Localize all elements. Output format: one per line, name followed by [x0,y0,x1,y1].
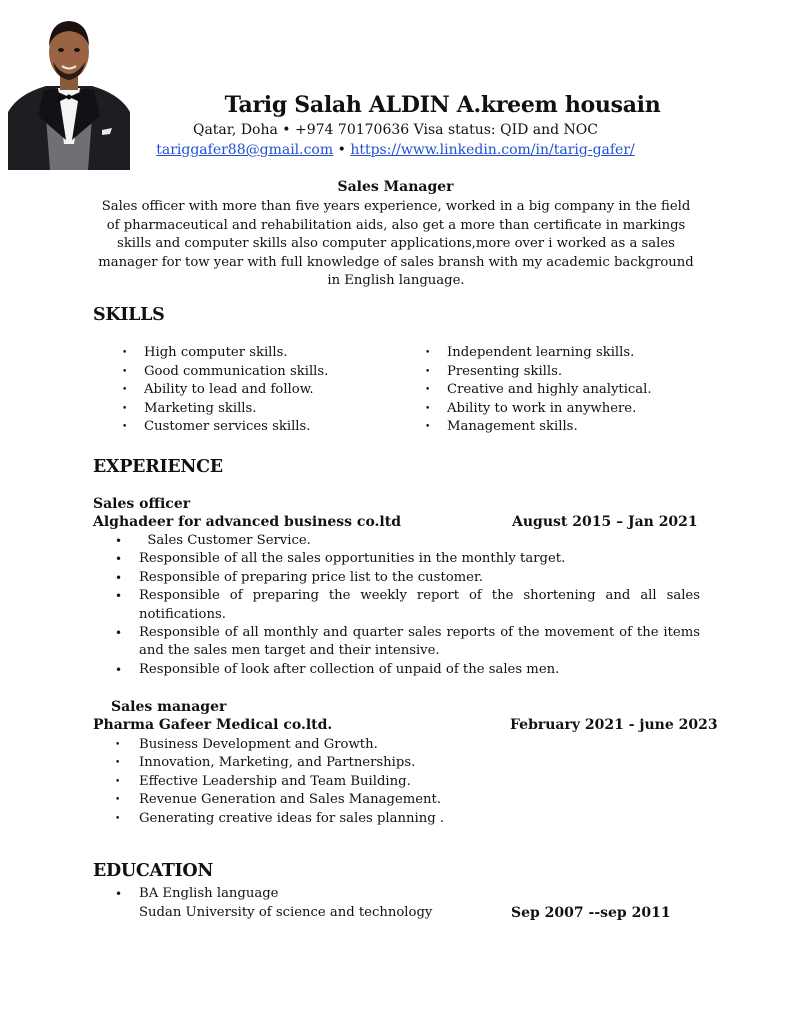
skill-item: • Ability to lead and follow. [122,381,412,400]
links-separator: • [333,142,351,158]
skill-item: • Good communication skills. [122,363,412,382]
skills-heading: SKILLS [93,305,165,325]
education-dates: Sep 2007 --sep 2011 [511,905,671,921]
education-list [115,885,675,903]
candidate-name [0,92,791,118]
skills-right-list [425,344,725,437]
job-bullet: • Responsible of preparing the weekly report of the shortening and all sales notifications. [115,587,700,624]
education-heading: EDUCATION [93,861,214,881]
summary-title: Sales Manager [337,179,454,195]
job-bullet: • Responsible of preparing price list to the customer. [115,569,700,587]
summary-text: Sales officer with more than five years experience, worked in a big company in the field of pharmaceutical and rehabilitation aids, also get a more than certificate in markings skills and computer skills also computer applications,more over i worked as a sales manager for tow year with full knowledge of sales bransh with my academic background in English language. [98,199,694,288]
email-link[interactable]: tariggafer88@gmail.com [156,142,334,158]
job-bullet: • Responsible of all the sales opportunities in the monthly target. [115,550,700,568]
education-school: Sudan University of science and technology [139,905,433,920]
candidate-name-text: Tarig Salah ALDIN A.kreem housain [224,92,661,118]
job-bullet: • Business Development and Growth. [115,736,655,754]
contact-line [0,122,791,138]
skill-item: • Customer services skills. [122,418,412,437]
job-company: Alghadeer for advanced business co.ltd [93,514,401,530]
skill-item: • High computer skills. [122,344,412,363]
job-title: Sales officer [93,496,191,512]
links-line [0,142,791,158]
skill-item: • Management skills. [425,418,725,437]
skill-item: • Ability to work in anywhere. [425,400,725,419]
contact-text: Qatar, Doha • +974 70170636 Visa status: QID and NOC [192,122,598,138]
linkedin-link[interactable]: https://www.linkedin.com/in/tarig-gafer/ [350,142,635,158]
job-bullet: • Sales Customer Service. [115,532,700,550]
job-bullets [115,736,655,828]
education-degree: • BA English language [115,885,675,903]
job-bullet: • Revenue Generation and Sales Management. [115,791,655,809]
skill-item: • Creative and highly analytical. [425,381,725,400]
job-bullet: • Responsible of all monthly and quarter sales reports of the movement of the items and the sales men target and their intensive. [115,624,700,661]
skill-item: • Presenting skills. [425,363,725,382]
job-bullet: • Innovation, Marketing, and Partnerships. [115,754,655,772]
job-title: Sales manager [111,699,227,715]
job-bullet: • Effective Leadership and Team Building. [115,773,655,791]
skills-left-list [122,344,412,437]
skill-item: • Independent learning skills. [425,344,725,363]
experience-heading: EXPERIENCE [93,457,223,477]
job-company: Pharma Gafeer Medical co.ltd. [93,717,333,733]
job-bullets [115,532,700,679]
job-dates: February 2021 - june 2023 [510,717,718,733]
job-dates: August 2015 – Jan 2021 [512,514,698,530]
job-bullet: • Responsible of look after collection of unpaid of the sales men. [115,661,700,679]
skill-item: • Marketing skills. [122,400,412,419]
job-bullet: • Generating creative ideas for sales planning . [115,810,655,828]
